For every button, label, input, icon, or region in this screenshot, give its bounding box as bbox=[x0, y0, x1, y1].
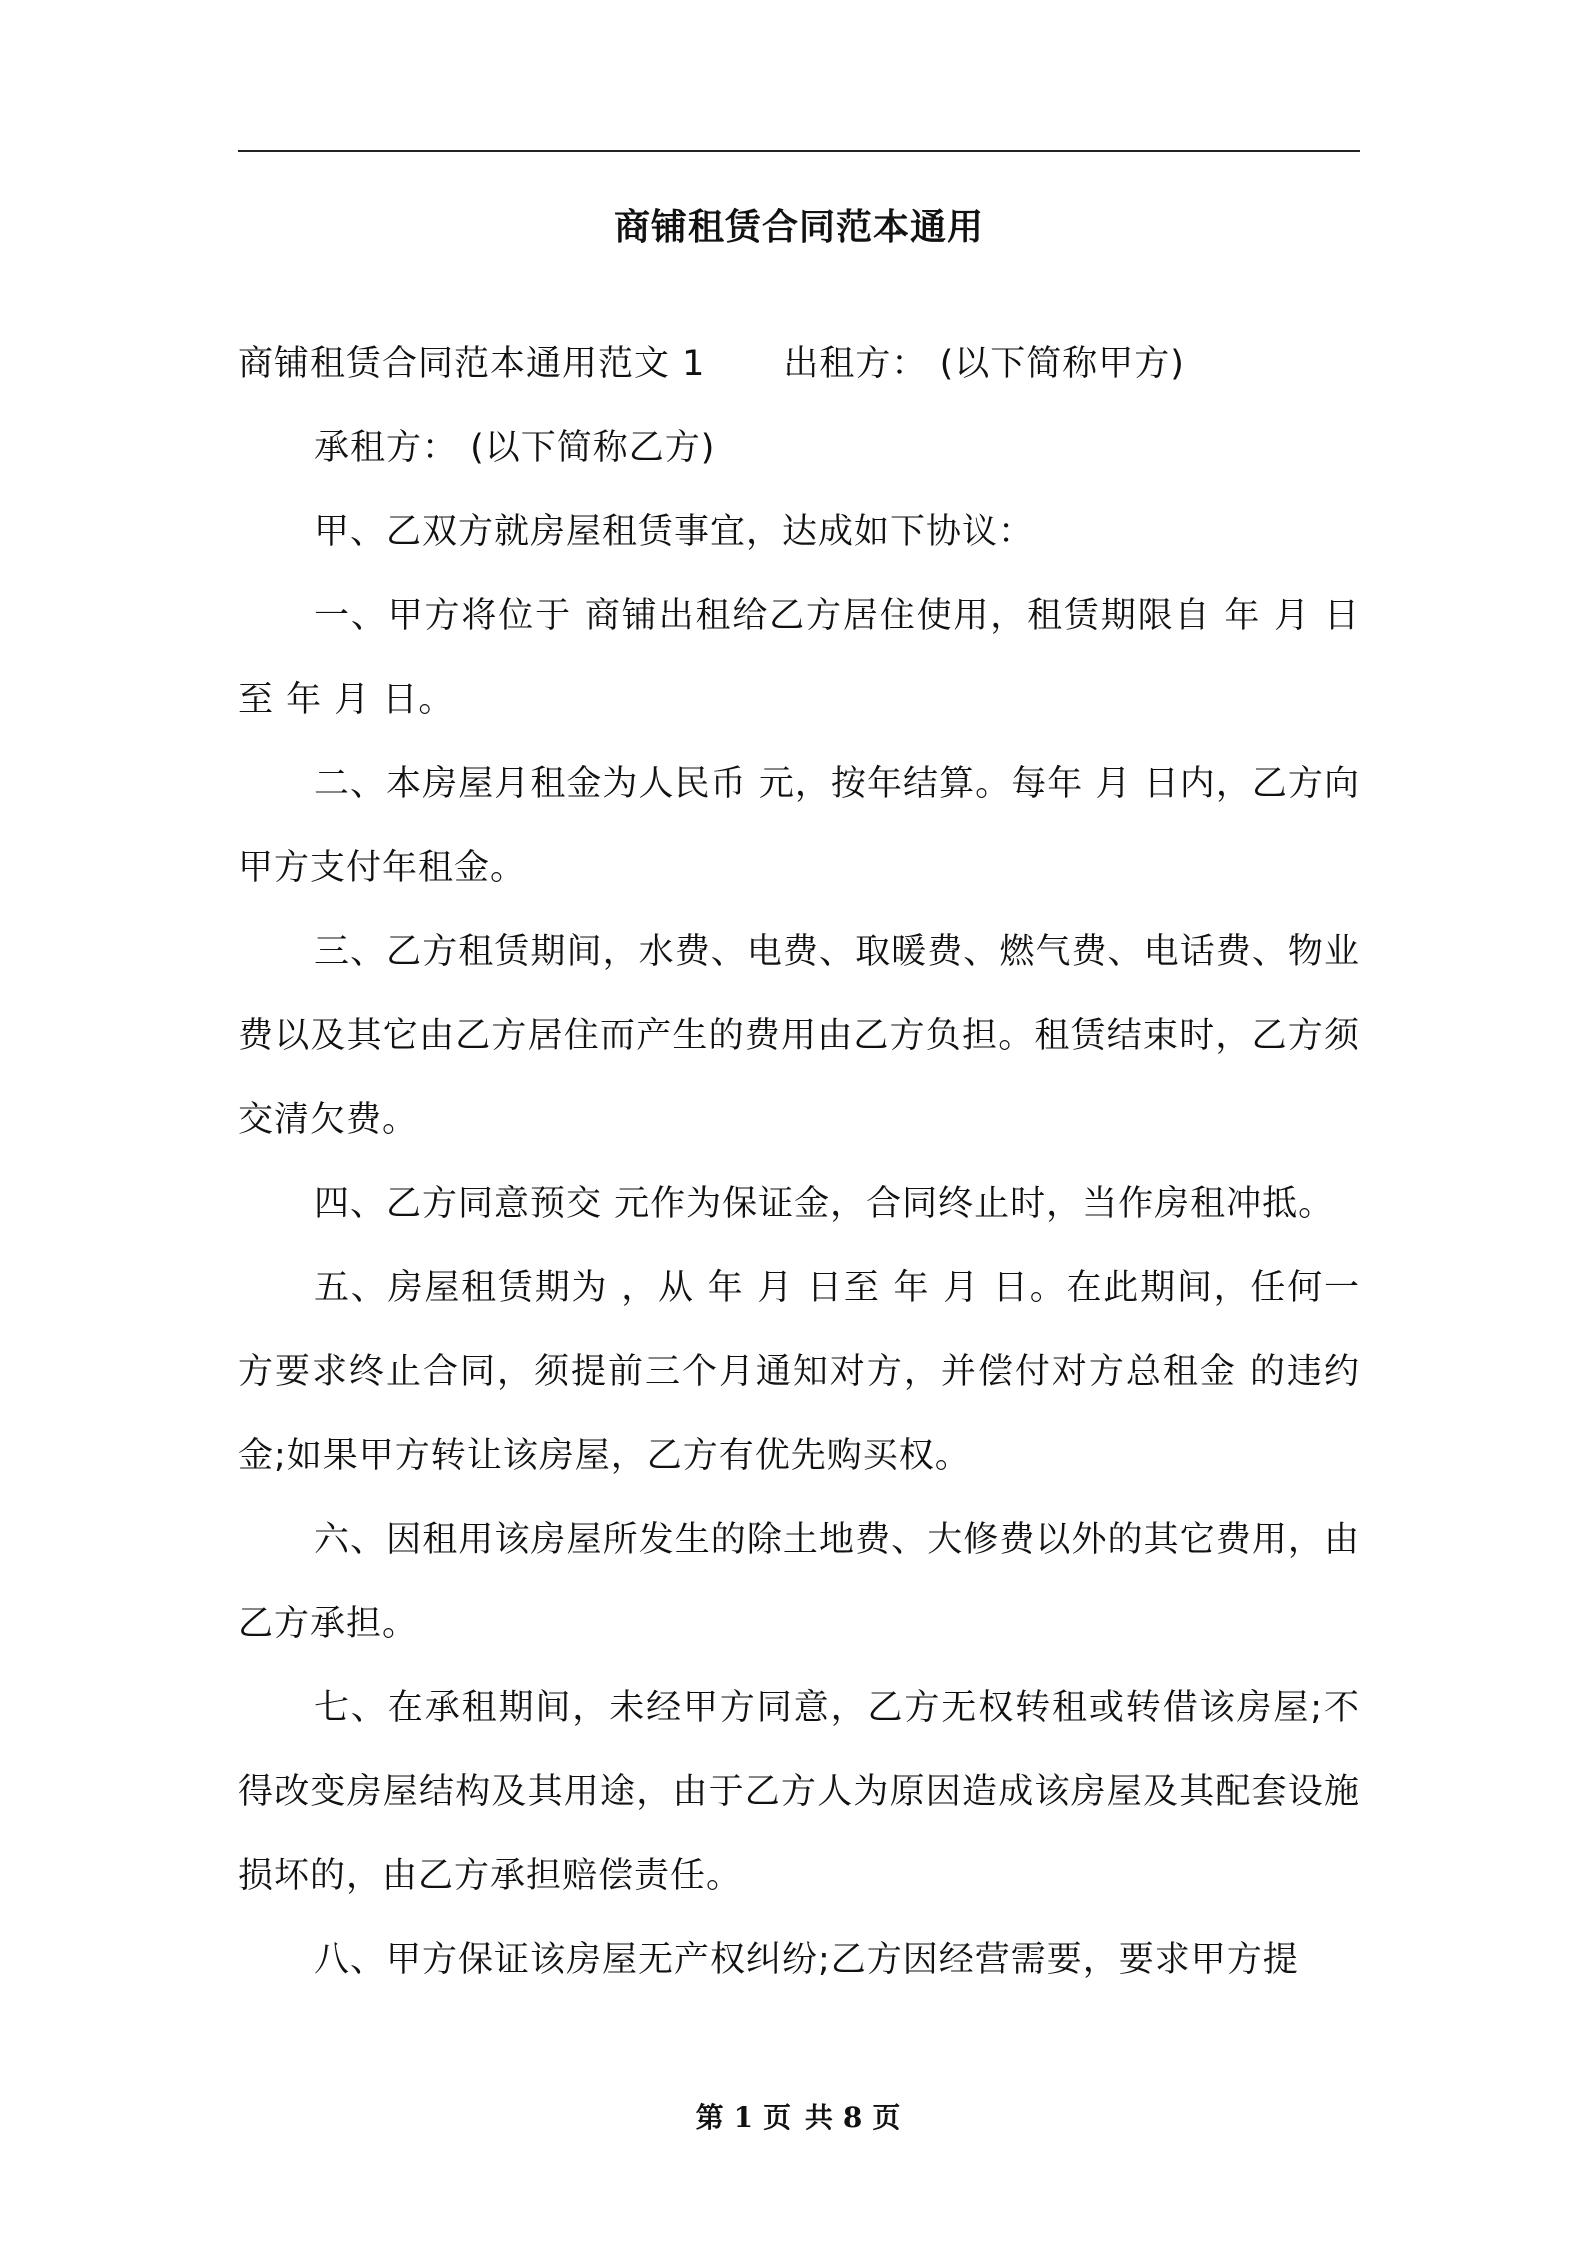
intro-line bbox=[238, 322, 1360, 406]
lessor-label: 出租方： bbox=[783, 344, 928, 384]
clause-5: 五、房屋租赁期为 ，从 年 月 日至 年 月 日。在此期间，任何一方要求终止合同，须提前三个月通知对方，并偿付对方总租金 的违约金;如果甲方转让该房屋，乙方有优先购买权。 bbox=[238, 1268, 1360, 1476]
footer-total-pages: 8 bbox=[842, 2101, 865, 2134]
lessee-note: (以下简称乙方) bbox=[470, 428, 716, 468]
document-body bbox=[238, 322, 1360, 2002]
lessee-line bbox=[238, 406, 1360, 490]
footer-current-page: 1 bbox=[733, 2101, 756, 2134]
clause-6: 六、因租用该房屋所发生的除土地费、大修费以外的其它费用，由乙方承担。 bbox=[238, 1520, 1360, 1644]
clause-8: 八、甲方保证该房屋无产权纠纷;乙方因经营需要，要求甲方提 bbox=[314, 1940, 1299, 1980]
page-footer bbox=[238, 2096, 1360, 2136]
footer-middle: 页 共 bbox=[763, 2101, 835, 2134]
lessee-label: 承租方： bbox=[314, 428, 459, 468]
header-rule bbox=[238, 150, 1360, 152]
clause-1: 一、甲方将位于 商铺出租给乙方居住使用，租赁期限自 年 月 日至 年 月 日。 bbox=[238, 596, 1360, 720]
lessor-note: (以下简称甲方) bbox=[939, 344, 1185, 384]
clause-2: 二、本房屋月租金为人民币 元，按年结算。每年 月 日内，乙方向甲方支付年租金。 bbox=[238, 764, 1360, 888]
footer-prefix: 第 bbox=[695, 2101, 726, 2134]
clause-3: 三、乙方租赁期间，水费、电费、取暖费、燃气费、电话费、物业费以及其它由乙方居住而产生的费用由乙方负担。租赁结束时，乙方须交清欠费。 bbox=[238, 932, 1360, 1140]
clause-4: 四、乙方同意预交 元作为保证金，合同终止时，当作房租冲抵。 bbox=[314, 1184, 1335, 1224]
doc-label: 商铺租赁合同范本通用范文 1 bbox=[238, 344, 706, 384]
clause-7: 七、在承租期间，未经甲方同意，乙方无权转租或转借该房屋;不得改变房屋结构及其用途，由于乙方人为原因造成该房屋及其配套设施损坏的，由乙方承担赔偿责任。 bbox=[238, 1688, 1360, 1896]
paragraph-agreement: 甲、乙双方就房屋租赁事宜，达成如下协议： bbox=[314, 512, 1035, 552]
document-title: 商铺租赁合同范本通用 bbox=[613, 207, 984, 248]
footer-suffix: 页 bbox=[872, 2101, 903, 2134]
